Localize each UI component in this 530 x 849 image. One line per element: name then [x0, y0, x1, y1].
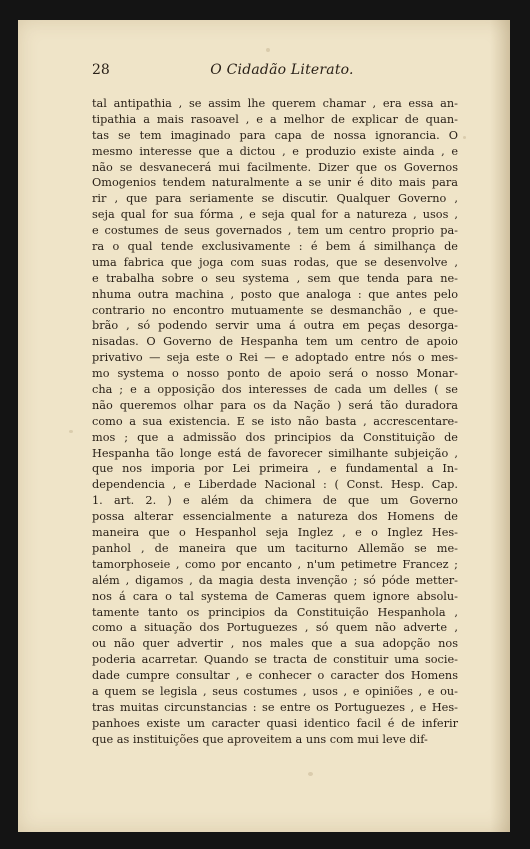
text-line: contrario no encontro mutuamente se desmanchão , e que-	[92, 303, 458, 317]
text-line: nhuma outra machina , posto que analoga : que antes pelo	[92, 287, 458, 301]
text-line: a quem se legisla , seus costumes , usos , e opiniões , e ou-	[92, 684, 458, 698]
paper-fleck	[69, 430, 73, 433]
text-line: nisadas. O Governo de Hespanha tem um centro de apoio	[92, 335, 458, 349]
text-line: nos á cara o tal systema de Cameras quem ignore absolu-	[92, 589, 458, 603]
text-line: seja qual for sua fórma , e seja qual for a natureza , usos ,	[92, 208, 458, 222]
text-line: poderia acarretar. Quando se tracta de constituir uma socie-	[92, 653, 458, 667]
text-line: como a sua existencia. E se isto não basta , accrescentare-	[92, 414, 458, 428]
text-line: privativo — seja este o Rei — e adoptado entre nós o mes-	[92, 351, 458, 365]
text-line: mo systema o nosso ponto de apoio será o nosso Monar-	[92, 367, 458, 381]
page-number: 28	[92, 62, 110, 78]
text-line: dade cumpre consultar , e conhecer o caracter dos Homens	[92, 669, 458, 683]
text-line: que as instituições que aproveitem a uns com mui leve dif-	[92, 732, 428, 746]
text-line: e trabalha sobre o seu systema , sem que tenda para ne-	[92, 271, 458, 285]
text-line: rir , que para seriamente se discutir. Qualquer Governo ,	[92, 192, 458, 206]
text-line: ra o qual tende exclusivamente : é bem á similhança de	[92, 240, 458, 254]
text-line: ou não quer advertir , nos males que a sua adopção nos	[92, 637, 458, 651]
journal-title: O Cidadão Literato.	[210, 62, 354, 78]
text-line: mos ; que a admissão dos principios da Constituição de	[92, 430, 458, 444]
text-line: não se desvanecerá mui facilmente. Dizer que os Governos	[92, 160, 458, 174]
text-line: Omogenios tendem naturalmente a se unir é dito mais para	[92, 176, 458, 190]
text-line: e costumes de seus governados , tem um centro proprio pa-	[92, 224, 458, 238]
text-line: mesmo interesse que a dictou , e produzio existe ainda , e	[92, 144, 458, 158]
text-line: panhol , de maneira que um taciturno Allemão se me-	[92, 541, 458, 555]
text-line: tras muitas circunstancias : se entre os Portuguezes , e Hes-	[92, 700, 458, 714]
text-line: tipathia a mais rasoavel , e a melhor de explicar de quan-	[92, 112, 458, 126]
text-line: tamente tanto os principios da Constituição Hespanhola ,	[92, 605, 458, 619]
text-line: como a situação dos Portuguezes , só quem não adverte ,	[92, 621, 458, 635]
paper-fleck	[463, 136, 466, 139]
text-line: maneira que o Hespanhol seja Inglez , e o Inglez Hes-	[92, 526, 458, 540]
paper-fleck	[308, 772, 313, 776]
text-line: tamorphoseie , como por encanto , n'um petimetre Francez ;	[92, 557, 458, 571]
paper-fleck	[266, 48, 270, 52]
text-line: além , digamos , da magia desta invenção ; só póde metter-	[92, 573, 458, 587]
text-line: tas se tem imaginado para capa de nossa ignorancia. O	[92, 128, 458, 142]
text-line: possa alterar essencialmente a natureza dos Homens de	[92, 510, 458, 524]
text-line: Hespanha tão longe está de favorecer similhante subjeição ,	[92, 446, 458, 460]
text-line: dependencia , e Liberdade Nacional : ( Const. Hesp. Cap.	[92, 478, 458, 492]
text-line: panhoes existe um caracter quasi identico facil é de inferir	[92, 716, 458, 730]
running-head	[92, 62, 472, 82]
page-edge-shadow	[490, 20, 510, 832]
text-line: brão , só podendo servir uma á outra em peças desorga-	[92, 319, 458, 333]
text-line: 1. art. 2. ) e além da chimera de que um Governo	[92, 494, 458, 508]
text-line: que nos imporia por Lei primeira , e fundamental a In-	[92, 462, 458, 476]
text-line: tal antipathia , se assim lhe querem chamar , era essa an-	[92, 97, 458, 110]
text-line: cha ; e a opposição dos interesses de cada um delles ( se	[92, 383, 458, 397]
text-line: uma fabrica que joga com suas rodas, que se desenvolve ,	[92, 255, 458, 269]
text-line: não queremos olhar para os da Nação ) será tão duradora	[92, 398, 458, 412]
body-text	[92, 96, 458, 748]
